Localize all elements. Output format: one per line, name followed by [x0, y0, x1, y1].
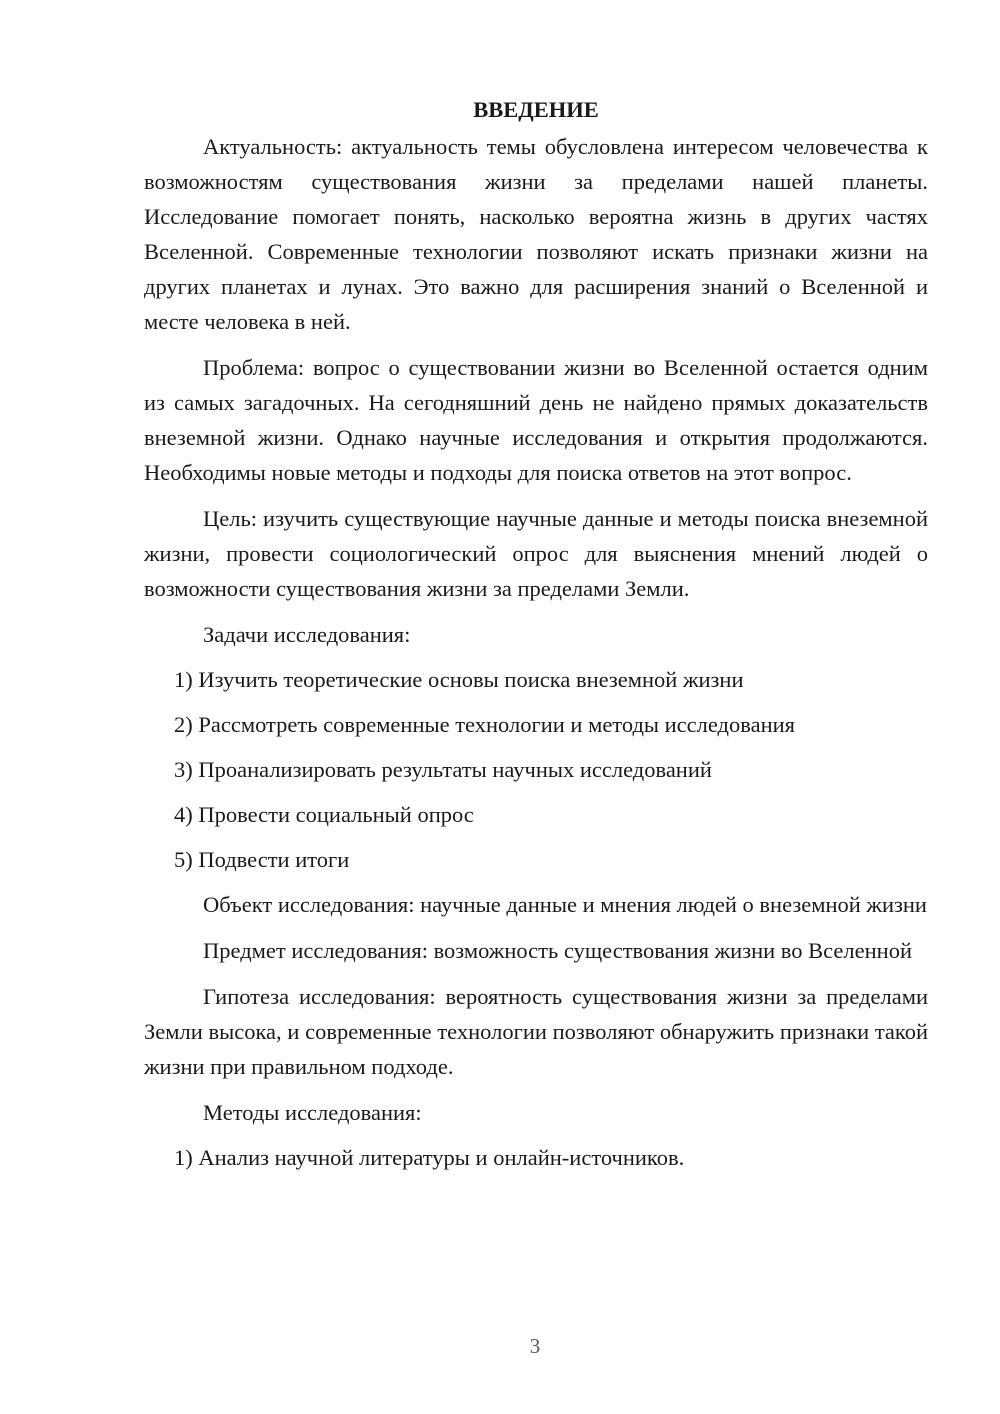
object-paragraph: Объект исследования: научные данные и мнения людей о внеземной жизни: [203, 892, 927, 917]
page-number: 3: [529, 1334, 541, 1358]
tasks-heading: Задачи исследования:: [203, 622, 411, 647]
task-item-3: 3) Проанализировать результаты научных исследований: [174, 757, 712, 782]
hypothesis-paragraph: Гипотеза исследования: вероятность существования жизни за пределами Земли высока, и современные технологии позволяют обнаружить признаки такой жизни при правильном подходе.: [144, 984, 928, 1079]
subject-paragraph: Предмет исследования: возможность существования жизни во Вселенной: [203, 938, 912, 963]
goal-paragraph: Цель: изучить существующие научные данные и методы поиска внеземной жизни, провести социологический опрос для выяснения мнений людей о возможности существования жизни за пределами Земли.: [144, 506, 928, 601]
task-item-2: 2) Рассмотреть современные технологии и методы исследования: [174, 712, 796, 737]
methods-heading: Методы исследования:: [203, 1100, 422, 1125]
relevance-paragraph: Актуальность: актуальность темы обусловлена интересом человечества к возможностям существования жизни за пределами нашей планеты. Исследование помогает понять, насколько вероятна жизнь в других частях Вселенной. Современные технологии позволяют искать признаки жизни на других планетах и лунах. Это важно для расширения знаний о Вселенной и месте человека в ней.: [144, 134, 928, 334]
page-title: ВВЕДЕНИЕ: [473, 97, 599, 122]
page-content: [144, 92, 928, 1185]
problem-paragraph: Проблема: вопрос о существовании жизни во Вселенной остается одним из самых загадочных. На сегодняшний день не найдено прямых доказательств внеземной жизни. Однако научные исследования и открытия продолжаются. Необходимы новые методы и подходы для поиска ответов на этот вопрос.: [144, 355, 928, 485]
task-item-1: 1) Изучить теоретические основы поиска внеземной жизни: [174, 667, 744, 692]
task-item-5: 5) Подвести итоги: [174, 847, 350, 872]
method-item-1: 1) Анализ научной литературы и онлайн-источников.: [174, 1145, 685, 1170]
task-item-4: 4) Провести социальный опрос: [174, 802, 474, 827]
